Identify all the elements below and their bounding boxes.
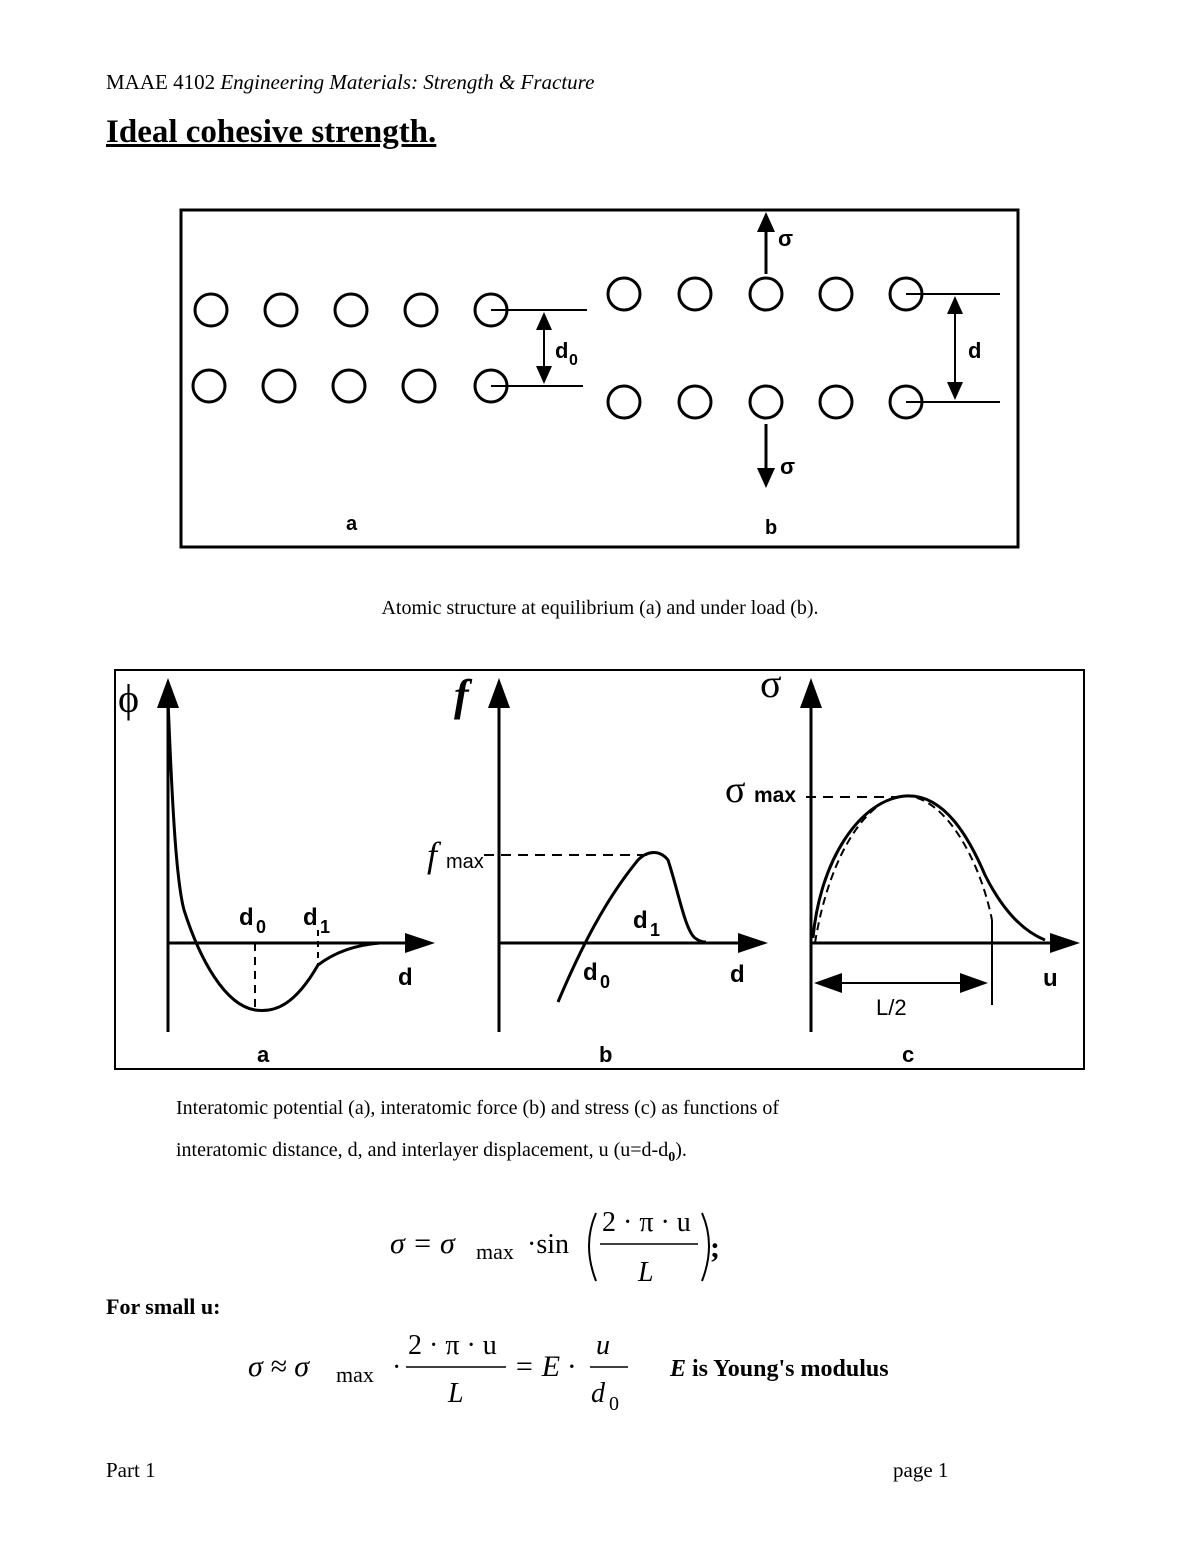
youngs-modulus-note: [669, 1356, 889, 1382]
eq2-dot: ·: [392, 1352, 402, 1383]
atoms-panel-a: [193, 294, 507, 402]
eq2-max: max: [336, 1362, 374, 1387]
b-axis-d-label: d: [730, 961, 745, 988]
c-L2-label: L/2: [876, 995, 907, 1020]
fig2-panel-a-label: a: [257, 1042, 270, 1067]
sigma-up-arrow: [757, 212, 775, 232]
panel-a-label: a: [346, 513, 358, 535]
panel-b-label: b: [765, 517, 778, 539]
b-d1-sub: 1: [650, 920, 661, 940]
figure2-caption-line2: [176, 1139, 687, 1166]
eq1-lhs: σ = σ: [390, 1227, 455, 1260]
caption-line2-sub: 0: [668, 1150, 676, 1165]
small-u-label: For small u:: [106, 1294, 221, 1319]
panel-c-stress: [725, 661, 1080, 1067]
eq2-numerator: 2 · π · u: [408, 1330, 497, 1361]
eq2-denominator: L: [448, 1378, 464, 1409]
c-axis-u-label: u: [1043, 965, 1058, 992]
fig2-panel-c-label: c: [902, 1042, 915, 1067]
a-d1-sub: 1: [320, 917, 331, 937]
phi-axis-label: ϕ: [118, 676, 140, 721]
a-axis-d-label: d: [398, 964, 413, 991]
eq2-equals: = E ·: [514, 1350, 576, 1383]
eq1-numerator: 2 · π · u: [602, 1207, 691, 1238]
atomic-structure-figure: [0, 0, 1200, 560]
footer-page-number: page 1: [893, 1458, 949, 1482]
caption-line2-end: ).: [675, 1139, 687, 1161]
a-d0-sub: 0: [256, 917, 267, 937]
sigmamax-sub: max: [754, 784, 797, 807]
b-d0-label: d: [583, 959, 598, 986]
page-title: Ideal cohesive strength.: [106, 114, 437, 150]
eq2-den2: d: [591, 1378, 605, 1409]
eq2-lhs: σ ≈ σ: [248, 1350, 310, 1383]
d-label: d: [968, 338, 982, 363]
sigma-axis-label: σ: [760, 661, 782, 706]
panel-a-potential: [118, 676, 435, 1067]
figure2-caption-line1: Interatomic potential (a), interatomic force (b) and stress (c) as functions of: [176, 1097, 780, 1119]
panel-b-force: [427, 671, 768, 1067]
sigma-down-arrow: [757, 468, 775, 488]
d0-sub: 0: [569, 352, 578, 369]
figure1-frame: [181, 210, 1018, 547]
sigmamax-sigma: σ: [725, 769, 746, 811]
equation-2: [240, 1320, 960, 1420]
f-axis-label: f: [454, 671, 469, 720]
course-code: MAAE 4102: [106, 70, 216, 94]
b-d1-label: d: [633, 907, 648, 934]
eq2-den2-sub: 0: [609, 1393, 619, 1415]
note-rest: is Young's modulus: [686, 1356, 889, 1382]
eq2-num2: u: [596, 1330, 610, 1361]
a-d1-label: d: [303, 904, 318, 931]
eq1-sin: ·sin: [527, 1229, 569, 1260]
eq1-denominator: L: [638, 1257, 654, 1288]
equation-1: [380, 1195, 760, 1295]
d0-label: d: [555, 338, 569, 363]
eq1-max: max: [476, 1239, 514, 1264]
caption-line2-text: interatomic distance, d, and interlayer displacement, u (u=d-d: [176, 1139, 669, 1161]
eq1-end: ;: [710, 1231, 720, 1264]
a-d0-label: d: [239, 904, 254, 931]
footer-part: Part 1: [106, 1458, 156, 1482]
potential-force-stress-figure: [0, 660, 1200, 1080]
sigma-top-label: σ: [778, 226, 794, 251]
sigma-bottom-label: σ: [780, 454, 796, 479]
figure1-caption: Atomic structure at equilibrium (a) and under load (b).: [381, 597, 819, 619]
b-d0-sub: 0: [600, 972, 611, 992]
fmax-sub: max: [446, 851, 484, 873]
fmax-f: f: [427, 835, 438, 875]
fig2-panel-b-label: b: [599, 1042, 613, 1067]
course-subject: Engineering Materials: Strength & Fracture: [220, 70, 595, 94]
atoms-panel-b: [608, 278, 922, 418]
note-E: E: [670, 1356, 687, 1382]
